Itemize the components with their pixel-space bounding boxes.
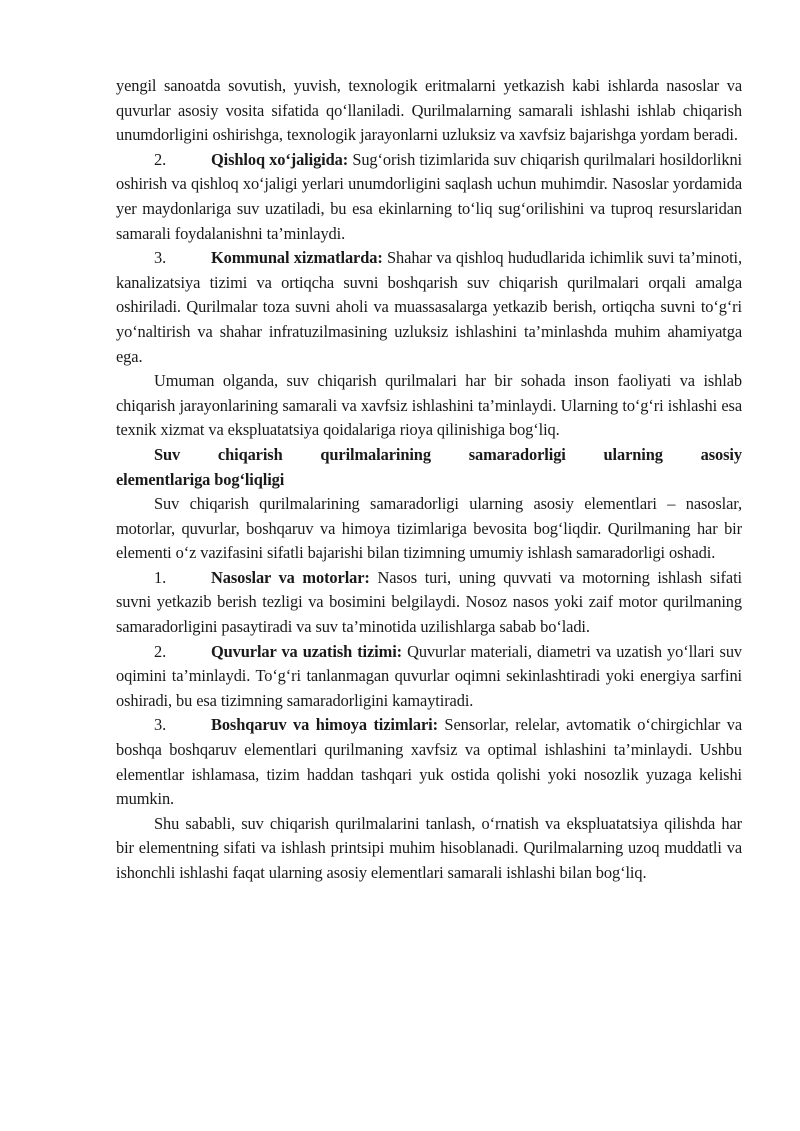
list-item-title: Nasoslar va motorlar: [211, 567, 370, 587]
section-heading [116, 443, 742, 492]
list-item-communal [116, 246, 742, 369]
list-number: 2. [154, 149, 167, 169]
list-item-text: Quvurlar materiali, diametri va uzatish yo‘llari suv oqimini ta’minlaydi. To‘g‘ri tanlanmagan quvurlar oqimni sekinlashtiradi yoki energiya sarfini oshiradi, bu esa tizimning samaradorligini kamaytiradi. [116, 641, 743, 710]
heading-word: ularning [603, 444, 663, 464]
paragraph-elements-intro: Suv chiqarish qurilmalarining samaradorligi ularning asosiy elementlari – nasoslar, motorlar, quvurlar, boshqaruv va himoya tizimlariga bevosita bog‘liqdir. Qurilmaning har bir elementi o‘z vazifasini sifatli bajarishi bilan tizimning umumiy ishlash samaradorligi oshadi. [116, 494, 742, 563]
list-item-title: Kommunal xizmatlarda: [211, 248, 383, 268]
heading-word: samaradorligi [468, 444, 566, 464]
list-item-pumps-motors [116, 566, 742, 640]
paragraph-summary: Umuman olganda, suv chiqarish qurilmalari har bir sohada inson faoliyati va ishlab chiqarish jarayonlarining samarali va xavfsiz ishlashini ta’minlaydi. Ularning to‘g‘ri ishlashi esa texnik xizmat va ekspluatatsiya qoidalariga rioya qilinishiga bog‘liq. [116, 371, 742, 440]
heading-word: asosiy [700, 444, 742, 464]
heading-line-2: elementlariga bog‘liqligi [116, 469, 285, 489]
list-item-text: Sug‘orish tizimlarida suv chiqarish qurilmalari hosildorlikni oshirish va qishloq xo‘jaligi yerlari unumdorligini saqlash uchun muhimdir. Nasoslar yordamida yer maydonlariga suv uzatiladi, bu esa ekinlarning to‘liq sug‘orilishini va tuproq resurslaridan samarali foydalanishni ta’minlaydi. [116, 149, 742, 243]
paragraph-industry-continued: yengil sanoatda sovutish, yuvish, texnologik eritmalarni yetkazish kabi ishlarda nasoslar va quvurlar asosiy vosita sifatida qo‘llaniladi. Qurilmalarning samarali ishlashi ishlab chiqarish unumdorligini oshirishga, texnologik jarayonlarni uzluksiz va xavfsiz bajarishga yordam beradi. [116, 76, 742, 145]
document-page [116, 74, 742, 886]
list-item-pipes [116, 640, 742, 714]
list-item-title: Quvurlar va uzatish tizimi: [211, 641, 403, 661]
list-item-agriculture [116, 148, 742, 246]
list-item-text: Nasos turi, uning quvvati va motorning ishlash sifati suvni yetkazib berish tezligi va bosimini belgilaydi. Nosoz nasos yoki zaif motor qurilmaning samaradorligini pasaytiradi va suv ta’minotida uzilishlarga sabab bo‘ladi. [116, 567, 742, 637]
list-number: 3. [154, 248, 167, 268]
heading-word: Suv [154, 444, 181, 464]
paragraph-conclusion: Shu sababli, suv chiqarish qurilmalarini tanlash, o‘rnatish va ekspluatatsiya qilishda har bir elementning sifati va ishlash printsipi muhim hisoblanadi. Qurilmalarning uzoq muddatli va ishonchli ishlashi faqat ularning asosiy elementlari samarali ishlashi bilan bog‘liq. [116, 813, 742, 882]
list-item-title: Qishloq xo‘jaligida: [211, 149, 349, 169]
list-item-title: Boshqaruv va himoya tizimlari: [211, 715, 438, 735]
list-number: 1. [154, 567, 167, 587]
list-item-text: Shahar va qishloq hududlarida ichimlik suvi ta’minoti, kanalizatsiya tizimi va ortiqcha suvni boshqarish suv chiqarish qurilmalari orqali amalga oshiriladi. Qurilmalar toza suvni aholi va muassasalarga yetkazib berish, ortiqcha suvni to‘g‘ri yo‘naltirish va shahar infratuzilmasining uzluksiz ishlashini ta’minlashda muhim ahamiyatga ega. [116, 248, 742, 366]
list-item-control-protection [116, 713, 742, 811]
list-number: 3. [154, 715, 167, 735]
list-number: 2. [154, 641, 167, 661]
heading-word: qurilmalarining [320, 444, 431, 464]
list-item-text: Sensorlar, relelar, avtomatik o‘chirgichlar va boshqa boshqaruv elementlari qurilmaning xavfsiz va optimal ishlashini ta’minlaydi. Ushbu elementlar ishlamasa, tizim haddan tashqari yuk ostida qolishi yoki nosozlik yuzaga kelishi mumkin. [116, 715, 742, 809]
heading-word: chiqarish [217, 444, 283, 464]
